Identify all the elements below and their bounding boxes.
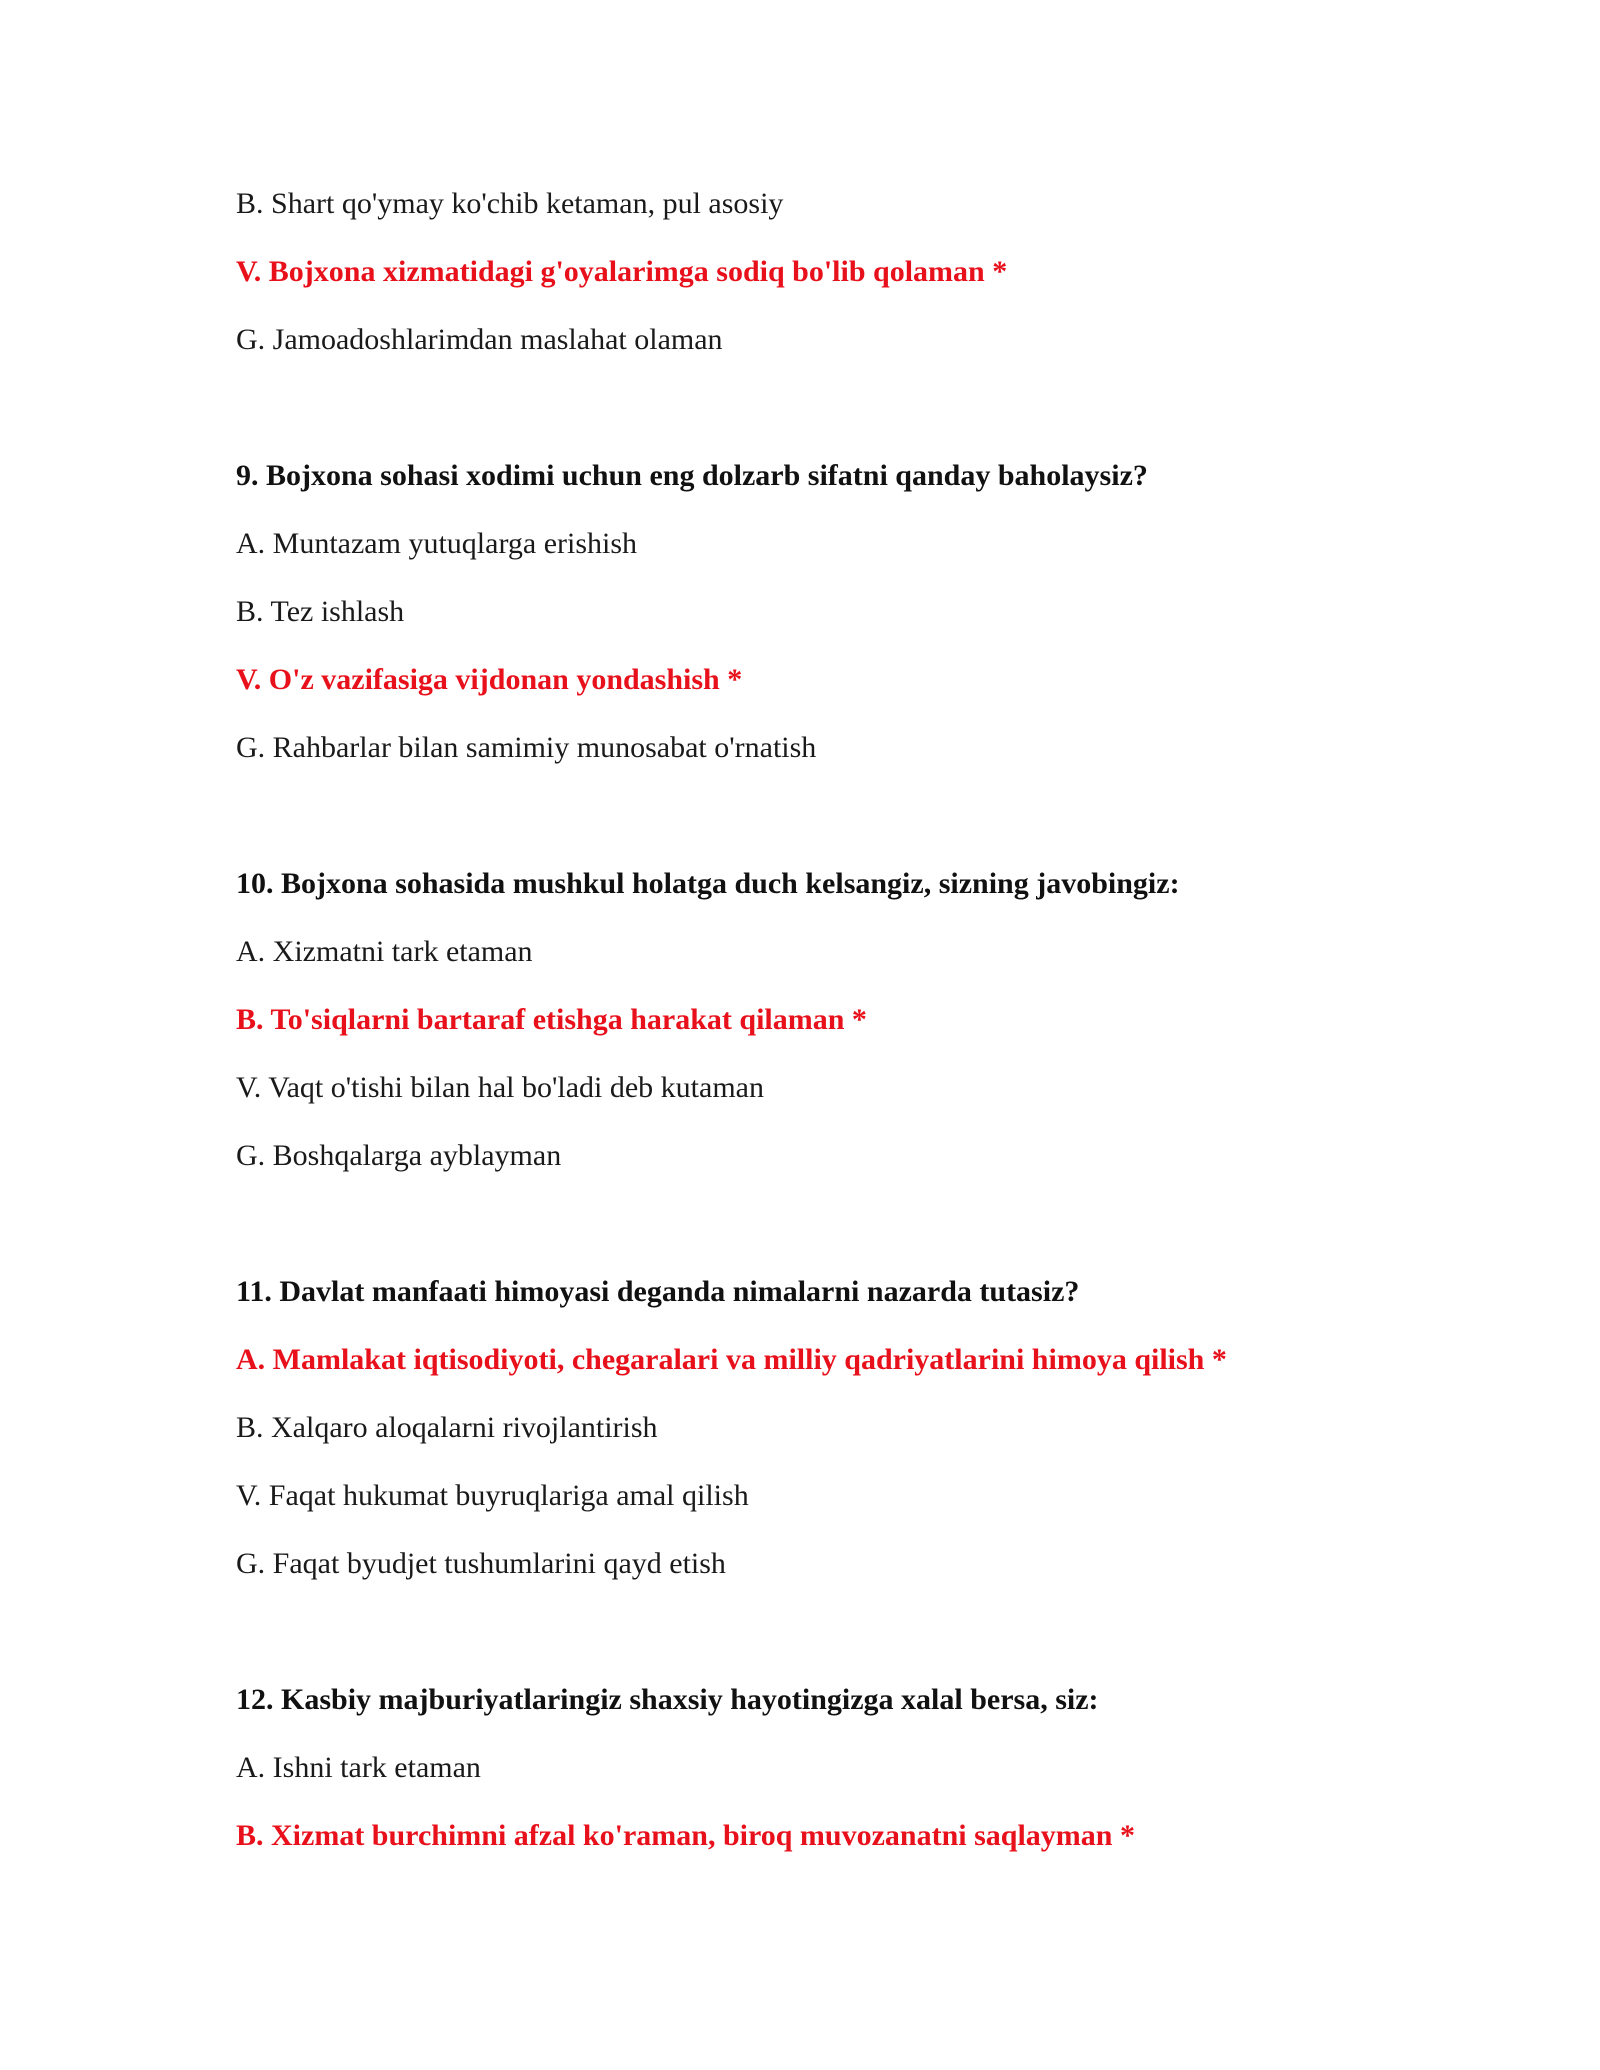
question-block-12 [236,1682,1436,1854]
option-10-g: G. Boshqalarga ayblayman [236,1139,562,1172]
question-11-text: 11. Davlat manfaati himoyasi deganda nimalarni nazarda tutasiz? [236,1275,1080,1308]
question-9-text: 9. Bojxona sohasi xodimi uchun eng dolzarb sifatni qanday baholaysiz? [236,459,1148,492]
option-8-b: B. Shart qo'ymay ko'chib ketaman, pul asosiy [236,187,784,220]
block-spacer [236,798,1436,866]
question-block-10 [236,866,1436,1174]
question-10-text: 10. Bojxona sohasida mushkul holatga duch kelsangiz, sizning javobingiz: [236,867,1180,900]
block-spacer [236,390,1436,458]
document-page [236,186,1436,1886]
option-10-b-correct: B. To'siqlarni bartaraf etishga harakat qilaman * [236,1003,867,1036]
option-9-a: A. Muntazam yutuqlarga erishish [236,527,638,560]
option-12-b-correct: B. Xizmat burchimni afzal ko'raman, biroq muvozanatni saqlayman * [236,1819,1135,1852]
option-10-v: V. Vaqt o'tishi bilan hal bo'ladi deb kutaman [236,1071,764,1104]
option-12-a: A. Ishni tark etaman [236,1751,481,1784]
option-8-g: G. Jamoadoshlarimdan maslahat olaman [236,323,723,356]
block-spacer [236,1614,1436,1682]
option-11-g: G. Faqat byudjet tushumlarini qayd etish [236,1547,726,1580]
option-9-v-correct: V. O'z vazifasiga vijdonan yondashish * [236,663,743,696]
question-block-8 [236,186,1436,358]
option-11-a-correct: A. Mamlakat iqtisodiyoti, chegaralari va milliy qadriyatlarini himoya qilish * [236,1343,1227,1376]
block-spacer [236,1206,1436,1274]
question-block-11 [236,1274,1436,1582]
option-11-b: B. Xalqaro aloqalarni rivojlantirish [236,1411,658,1444]
question-12-text: 12. Kasbiy majburiyatlaringiz shaxsiy hayotingizga xalal bersa, siz: [236,1683,1099,1716]
option-11-v: V. Faqat hukumat buyruqlariga amal qilish [236,1479,749,1512]
question-block-9 [236,458,1436,766]
option-9-g: G. Rahbarlar bilan samimiy munosabat o'rnatish [236,731,817,764]
option-9-b: B. Tez ishlash [236,595,405,628]
option-8-v-correct: V. Bojxona xizmatidagi g'oyalarimga sodiq bo'lib qolaman * [236,255,1008,288]
option-10-a: A. Xizmatni tark etaman [236,935,533,968]
